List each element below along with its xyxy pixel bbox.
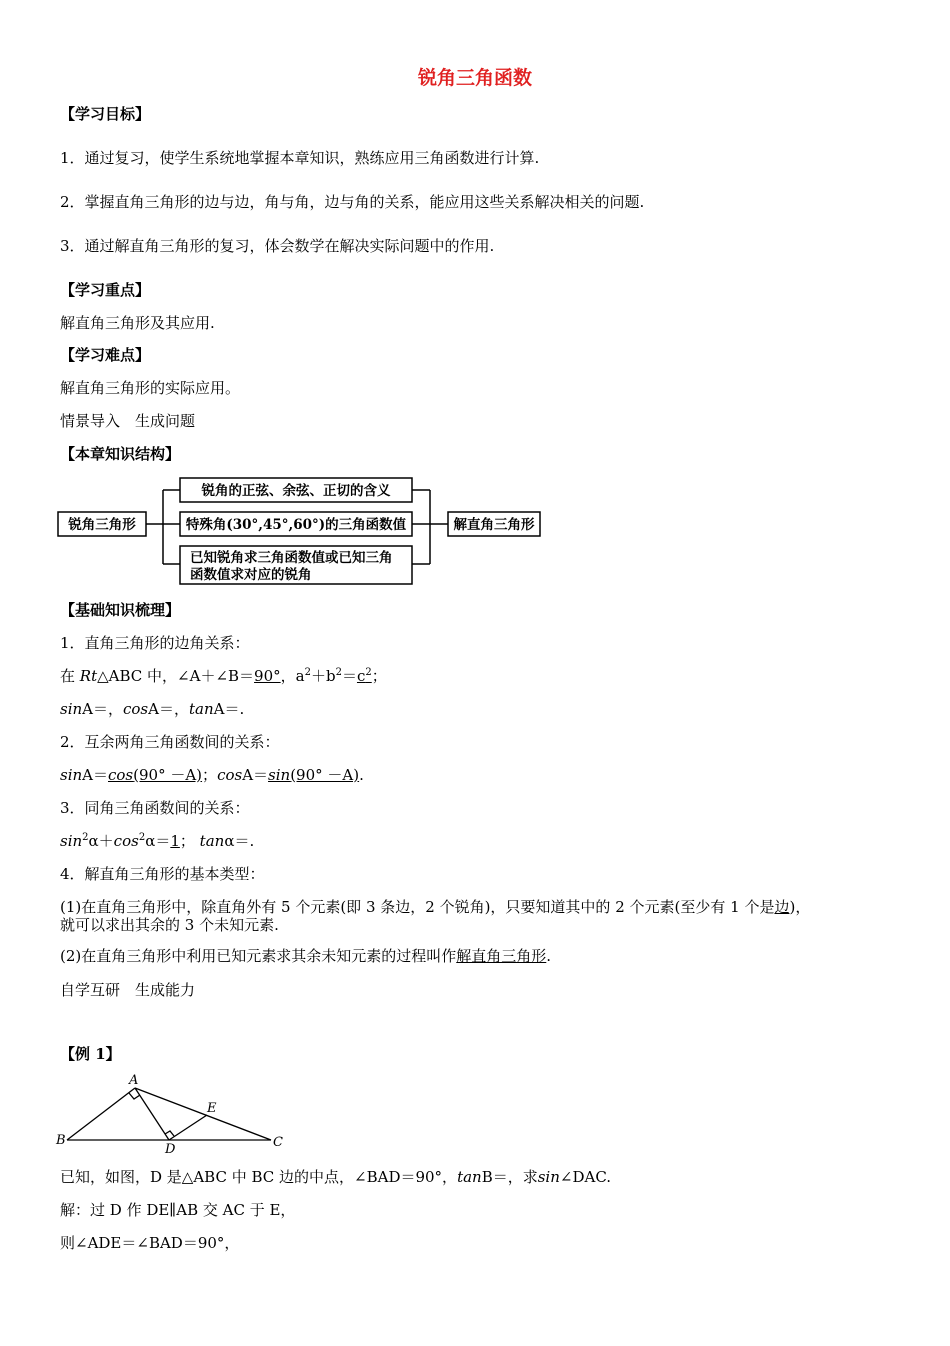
basics-s1-label: 1．直角三角形的边角关系： [60, 634, 250, 652]
structure-left-label: 锐角三角形 [68, 517, 136, 533]
answer-blank: (90° －A) [133, 766, 203, 784]
answer-blank: 边 [774, 898, 790, 916]
basics-s3-label: 3．同角三角函数间的关系： [60, 799, 250, 817]
answer-blank: 解直角三角形 [456, 947, 547, 965]
point-label-e: E [207, 1101, 217, 1116]
example-question: 已知，如图，D 是△ABC 中 BC 边的中点，∠BAD＝90°，tanB＝，求sin∠DAC. [60, 1168, 612, 1186]
basics-s1-line1: 在 Rt△ABC 中，∠A＋∠B＝90°，$a^2+b^2=c^2$； [60, 667, 387, 685]
basics-s4-p1: (1)在直角三角形中，除直角外有 5 个元素(即 3 条边，2 个锐角)，只要知道其中的 2 个元素(至少有 1 个是边)， [60, 898, 811, 916]
structure-mid-label: 特殊角(30°,45°,60°)的三角函数值 [185, 517, 407, 533]
segment-ab [67, 1088, 135, 1140]
key-text: 解直角三角形及其应用. [60, 314, 215, 332]
point-label-c: C [273, 1135, 283, 1150]
structure-mid-label: 函数值求对应的锐角 [190, 567, 312, 583]
goal-item: 2．掌握直角三角形的边与边，角与角，边与角的关系，能应用这些关系解决相关的问题. [60, 193, 645, 211]
answer-blank: 90° [254, 667, 281, 685]
intro-text: 情景导入 生成问题 [60, 412, 196, 430]
answer-blank: (90° －A) [290, 766, 360, 784]
structure-mid-label: 锐角的正弦、余弦、正切的含义 [201, 483, 391, 499]
segment-ad [135, 1088, 169, 1140]
goal-item: 3．通过解直角三角形的复习，体会数学在解决实际问题中的作用. [60, 237, 495, 255]
page-title: 锐角三角函数 [417, 67, 532, 89]
basics-s2-line: sinA＝cos(90° －A)；cosA＝sin(90° －A). [60, 766, 364, 784]
difficulty-heading: 【学习难点】 [60, 346, 151, 364]
segment-ac [135, 1088, 271, 1140]
point-label-a: A [129, 1073, 139, 1088]
answer-blank: $c^2$ [356, 667, 372, 685]
basics-s2-label: 2．互余两角三角函数间的关系： [60, 733, 280, 751]
basics-s4-p1-cont: 就可以求出其余的 3 个未知元素. [60, 916, 279, 934]
basics-s3-line: $\sin^2\alpha+\cos^2\alpha=1$； tanα＝. [60, 832, 255, 850]
point-label-b: B [56, 1133, 66, 1148]
example-solution-line: 解：过 D 作 DE∥AB 交 AC 于 E， [60, 1201, 296, 1219]
basics-s1-line2: sinA＝，cosA＝，tanA＝. [60, 700, 245, 718]
knowledge-structure-diagram [0, 0, 950, 600]
structure-mid-label: 已知锐角求三角函数值或已知三角 [190, 550, 393, 566]
segment-de [169, 1115, 207, 1140]
basics-heading: 【基础知识梳理】 [60, 601, 181, 619]
answer-blank: 1 [170, 832, 180, 850]
triangle-figure [55, 1070, 295, 1154]
basics-s4-p2: (2)在直角三角形中利用已知元素求其余未知元素的过程叫作解直角三角形. [60, 947, 552, 965]
point-label-d: D [165, 1142, 176, 1154]
example-solution-line: 则∠ADE＝∠BAD＝90°， [60, 1234, 240, 1252]
structure-heading: 【本章知识结构】 [60, 445, 181, 463]
structure-right-label: 解直角三角形 [453, 517, 535, 533]
goal-item: 1．通过复习，使学生系统地掌握本章知识，熟练应用三角函数进行计算. [60, 149, 540, 167]
selfstudy-text: 自学互研 生成能力 [60, 981, 196, 999]
basics-s4-label: 4．解直角三角形的基本类型： [60, 865, 265, 883]
goals-heading: 【学习目标】 [60, 105, 151, 123]
key-heading: 【学习重点】 [60, 281, 151, 299]
difficulty-text: 解直角三角形的实际应用。 [60, 379, 241, 397]
example-heading: 【例 1】 [60, 1045, 121, 1063]
